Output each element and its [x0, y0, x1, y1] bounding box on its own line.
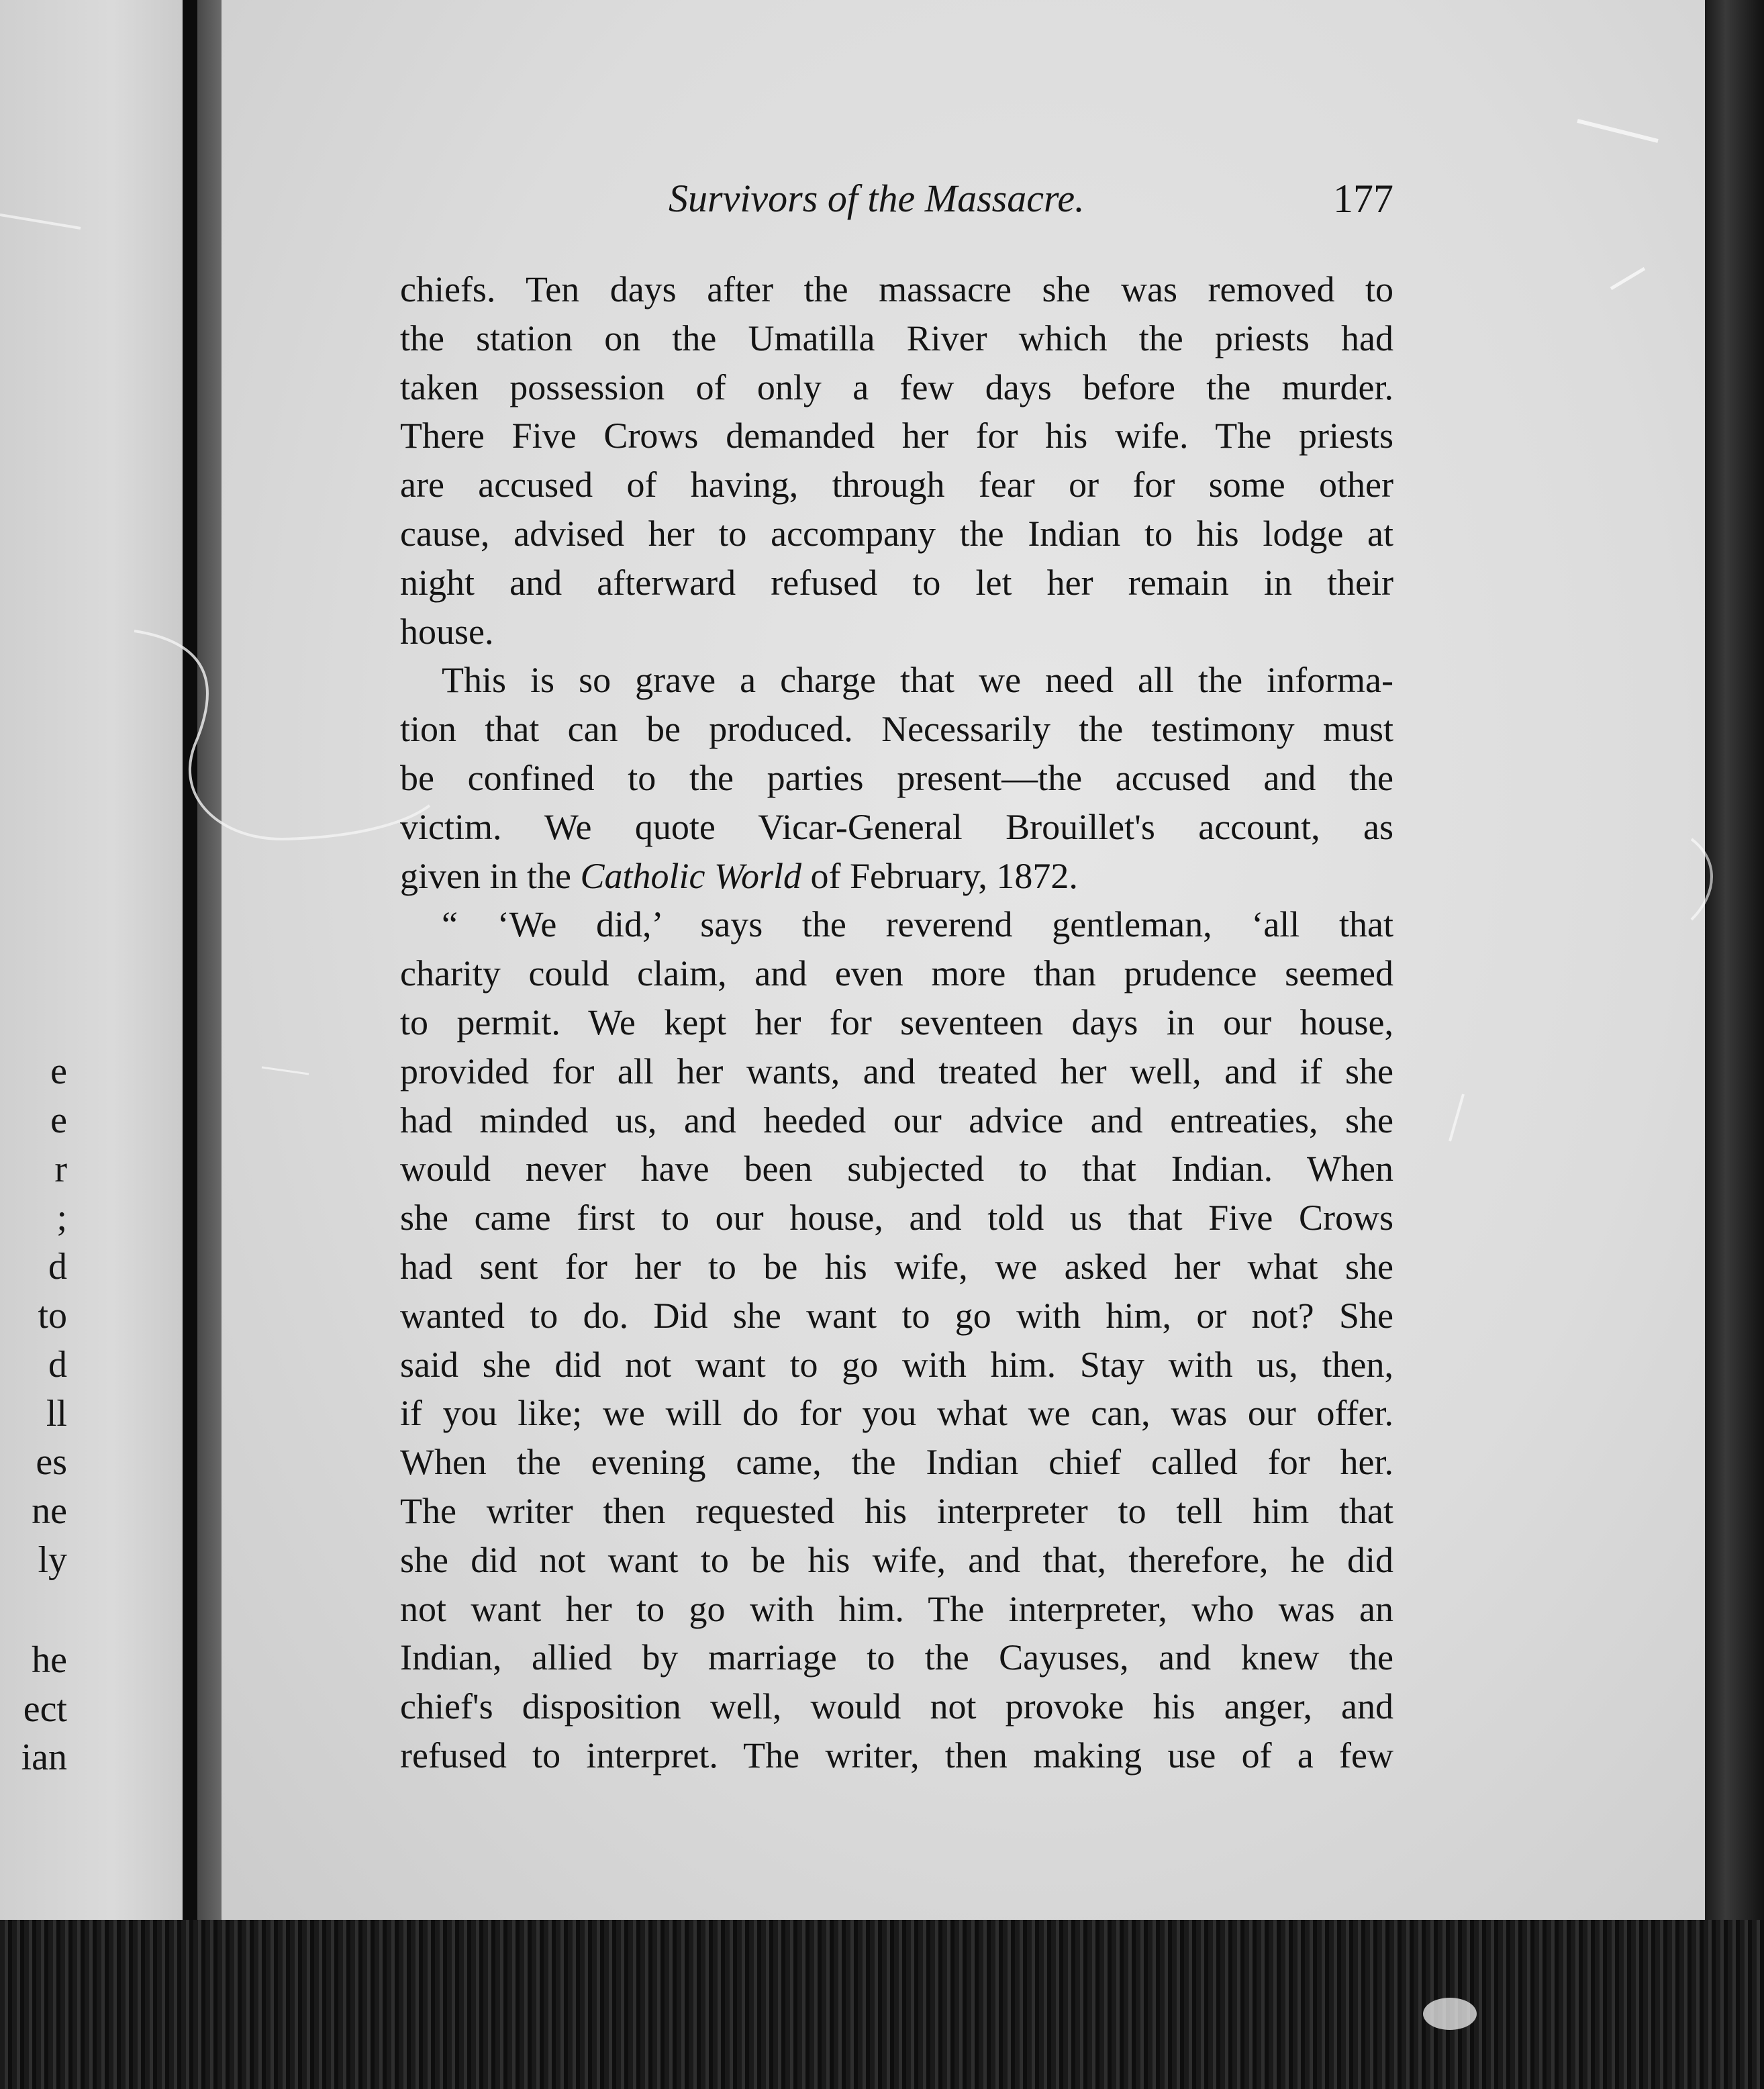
left-fragment: ne — [32, 1490, 67, 1533]
left-page-text-fragments — [0, 1047, 67, 1782]
text-line: refused to interpret. The writer, then making use of a few — [400, 1735, 1393, 1776]
left-fragment: r — [54, 1148, 67, 1190]
text-line: would never have been subjected to that Indian. When — [400, 1149, 1393, 1189]
book-gutter — [183, 0, 197, 1920]
left-page — [0, 0, 188, 1933]
left-fragment: d — [48, 1246, 67, 1288]
running-head: Survivors of the Massacre. — [669, 177, 1085, 220]
page-number: 177 — [1333, 177, 1393, 221]
text-line: taken possession of only a few days before the murder. — [400, 367, 1393, 407]
citation-rest: of February, 1872. — [801, 855, 1078, 896]
left-fragment: ; — [56, 1197, 67, 1239]
left-fragment: e — [50, 1099, 67, 1141]
text-line: charity could claim, and even more than prudence seemed — [400, 953, 1393, 994]
text-line: house. — [400, 611, 494, 652]
text-line: be confined to the parties present—the accused and the — [400, 757, 1393, 798]
text-line: had sent for her to be his wife, we asked her what she — [400, 1246, 1393, 1287]
citation-title: Catholic World — [580, 855, 801, 896]
text-line: are accused of having, through fear or for some other — [400, 465, 1393, 505]
text-line: the station on the Umatilla River which the priests had — [400, 318, 1393, 358]
text-line: not want her to go with him. The interpreter, who was an — [400, 1588, 1393, 1629]
text-line-citation — [400, 852, 1393, 901]
text-line: “ ‘We did,’ says the reverend gentleman, ‘all that — [442, 904, 1393, 945]
left-fragment: ect — [23, 1688, 67, 1730]
page-header — [400, 176, 1393, 230]
text-line: to permit. We kept her for seventeen days in our house, — [400, 1002, 1393, 1042]
text-line: There Five Crows demanded her for his wife. The priests — [400, 416, 1393, 456]
left-fragment: e — [50, 1051, 67, 1092]
text-line: chief's disposition well, would not provoke his anger, and — [400, 1686, 1393, 1727]
text-line: night and afterward refused to let her remain in their — [400, 562, 1393, 603]
left-fragment: ian — [21, 1737, 67, 1779]
left-fragment: he — [32, 1639, 67, 1681]
body-text — [400, 265, 1393, 1780]
text-line: she came first to our house, and told us that Five Crows — [400, 1198, 1393, 1238]
text-line: tion that can be produced. Necessarily the testimony must — [400, 709, 1393, 750]
left-fragment: ll — [46, 1392, 67, 1435]
text-line: said she did not want to go with him. Stay with us, then, — [400, 1344, 1393, 1385]
text-line: provided for all her wants, and treated her well, and if she — [400, 1051, 1393, 1091]
left-fragment: es — [36, 1441, 67, 1484]
text-line: victim. We quote Vicar-General Brouillet's account, as — [400, 806, 1393, 847]
left-fragment: ly — [38, 1539, 67, 1581]
right-page-edge — [1705, 0, 1764, 2014]
text-line: When the evening came, the Indian chief called for her. — [400, 1442, 1393, 1483]
text-line: This is so grave a charge that we need all the informa- — [442, 660, 1393, 701]
text-line: if you like; we will do for you what we can, was our offer. — [400, 1393, 1393, 1434]
left-fragment: d — [48, 1343, 67, 1386]
text-line: Indian, allied by marriage to the Cayuses, and knew the — [400, 1637, 1393, 1678]
page-edges-bottom — [0, 1920, 1764, 2089]
text-line: had minded us, and heeded our advice and entreaties, she — [400, 1100, 1393, 1140]
left-fragment: to — [38, 1294, 67, 1337]
text-line: cause, advised her to accompany the Indian to his lodge at — [400, 513, 1393, 554]
text-line: The writer then requested his interpreter to tell him that — [400, 1490, 1393, 1531]
text-line: she did not want to be his wife, and that, therefore, he did — [400, 1539, 1393, 1580]
text-line: wanted to do. Did she want to go with him, or not? She — [400, 1295, 1393, 1336]
text-line: chiefs. Ten days after the massacre she was removed to — [400, 269, 1393, 309]
citation-lead: given in the — [400, 855, 571, 896]
